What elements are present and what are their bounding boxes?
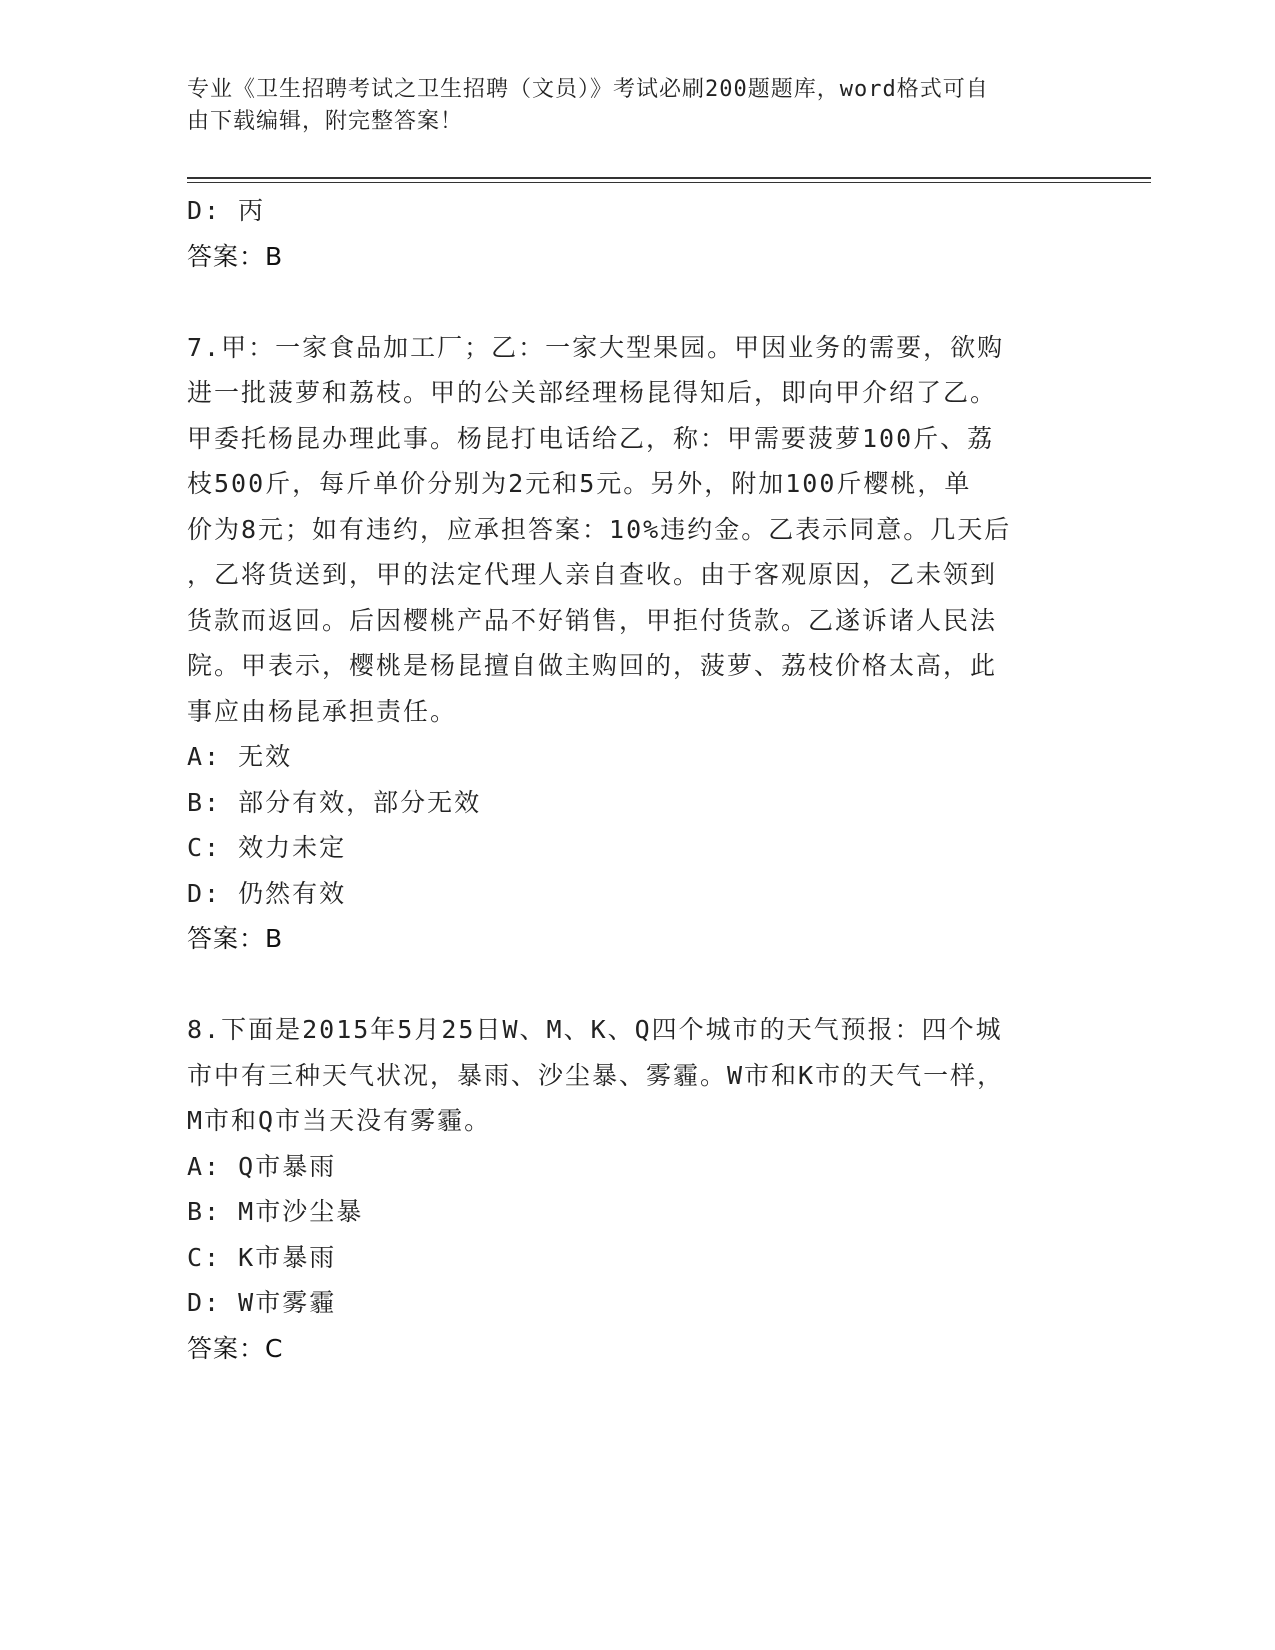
question-text-line: 价为8元；如有违约，应承担答案：10%违约金。乙表示同意。几天后 (187, 514, 1012, 544)
option-b: B: 部分有效，部分无效 (187, 787, 482, 817)
question-8 (187, 1007, 1077, 1371)
question-text-line: 院。甲表示，樱桃是杨昆擅自做主购回的，菠萝、荔枝价格太高，此 (187, 651, 998, 680)
question-text-line: 进一批菠萝和荔枝。甲的公关部经理杨昆得知后，即向甲介绍了乙。 (187, 378, 998, 407)
question-7 (187, 325, 1077, 962)
answer-line: 答案：B (187, 241, 284, 271)
answer-line: 答案：C (187, 1333, 284, 1363)
document-header (187, 74, 1087, 138)
answer-line: 答案：B (187, 924, 284, 953)
question-text-line: 货款而返回。后因樱桃产品不好销售，甲拒付货款。乙遂诉诸人民法 (187, 605, 998, 635)
spacer (187, 279, 1077, 325)
header-rule-thick (187, 177, 1151, 179)
option-b: B: M市沙尘暴 (187, 1197, 364, 1226)
question-text-line: 甲委托杨昆办理此事。杨昆打电话给乙，称：甲需要菠萝100斤、荔 (187, 423, 995, 453)
option-a: A: 无效 (187, 742, 293, 771)
document-body (187, 188, 1077, 1371)
option-d: D: 仍然有效 (187, 878, 347, 908)
option-a: A: Q市暴雨 (187, 1151, 337, 1181)
question-text-line: 事应由杨昆承担责任。 (187, 696, 458, 726)
option-d: D: W市雾霾 (187, 1288, 337, 1317)
question-text-line: 7.甲：一家食品加工厂；乙：一家大型果园。甲因业务的需要，欲购 (187, 332, 1005, 362)
header-line-2: 由下载编辑，附完整答案！ (187, 109, 464, 134)
option-d: D: 丙 (187, 196, 266, 225)
option-c: C: 效力未定 (187, 833, 347, 862)
spacer (187, 962, 1077, 1008)
option-c: C: K市暴雨 (187, 1242, 337, 1272)
question-text-line: M市和Q市当天没有雾霾。 (187, 1106, 492, 1135)
question-text-line: 市中有三种天气状况，暴雨、沙尘暴、雾霾。W市和K市的天气一样， (187, 1060, 1005, 1090)
header-rule-thin (187, 182, 1151, 183)
question-text-line: ，乙将货送到，甲的法定代理人亲自查收。由于客观原因，乙未领到 (187, 560, 998, 589)
question-text-line: 8.下面是2015年5月25日W、M、K、Q四个城市的天气预报：四个城 (187, 1015, 1003, 1044)
question-text-line: 枝500斤，每斤单价分别为2元和5元。另外，附加100斤樱桃，单 (187, 469, 972, 498)
header-line-1: 专业《卫生招聘考试之卫生招聘（文员）》考试必刷200题题库，word格式可自 (187, 77, 989, 102)
